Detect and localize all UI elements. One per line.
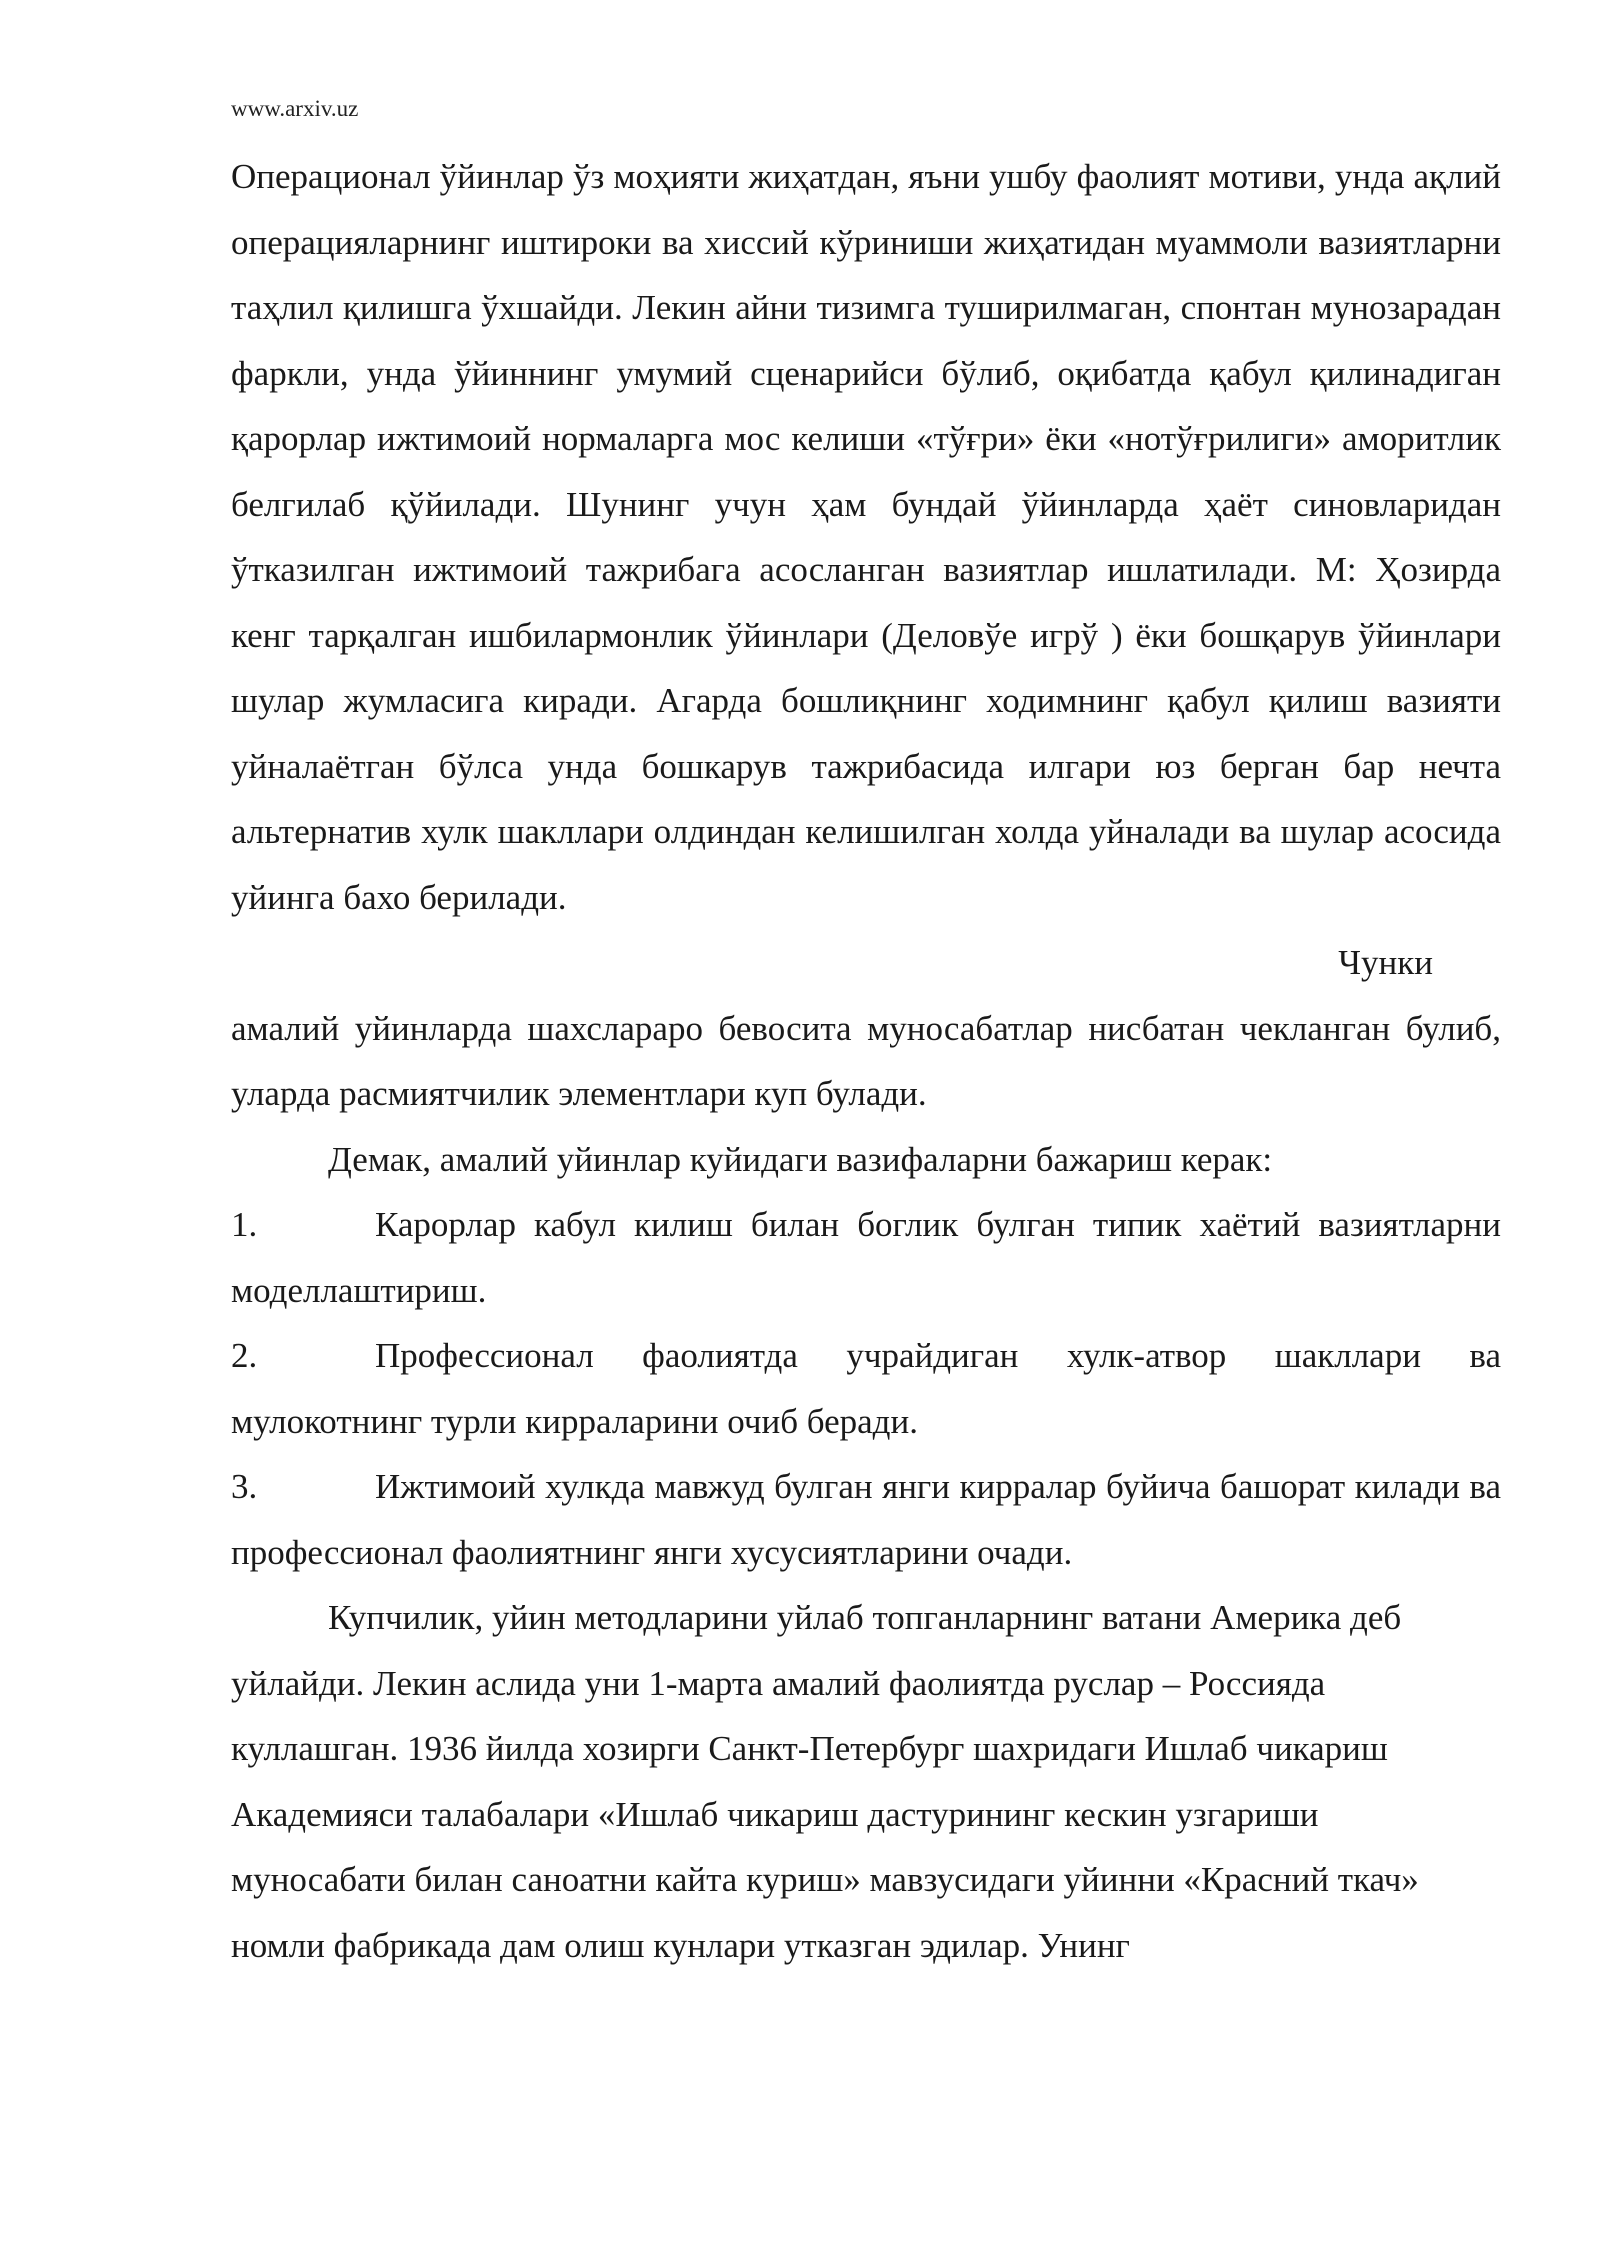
list-text: Ижтимоий хулкда мавжуд булган янги кирралар буйича башорат килади ва профессионал фаолиятнинг янги хусусиятларини очади. xyxy=(231,1467,1501,1572)
list-item xyxy=(231,1323,1501,1454)
paragraph-operational-games: Операционал ўйинлар ўз моҳияти жиҳатдан, яъни ушбу фаолият мотиви, унда ақлий операцияларнинг иштироки ва хиссий кўриниши жиҳатидан муаммоли вазиятларни таҳлил қилишга ўхшайди. Лекин айни тизимга туширилмаган, спонтан мунозарадан фаркли, унда ўйиннинг умумий сценарийси бўлиб, оқибатда қабул қилинадиган қарорлар ижтимоий нормаларга мос келиши «тўғри» ёки «нотўғрилиги» аморитлик белгилаб қўйилади. Шунинг учун ҳам бундай ўйинларда ҳаёт синовларидан ўтказилган ижтимоий тажрибага асосланган вазиятлар ишлатилади. М: Ҳозирда кенг тарқалган ишбилармонлик ўйинлари (Деловўе игрў ) ёки бошқарув ўйинлари шулар жумласига киради. Агарда бошлиқнинг ходимнинг қабул қилиш вазияти уйналаётган бўлса унда бошкарув тажрибасида илгари юз берган бар нечта альтернатив хулк шакллари олдиндан келишилган холда уйналади ва шулар асосида уйинга бахо берилади. xyxy=(231,157,1501,917)
list-item xyxy=(231,1192,1501,1323)
document-body xyxy=(231,144,1501,1978)
site-url: www.arxiv.uz xyxy=(231,96,359,121)
list-item xyxy=(231,1454,1501,1585)
paragraph-history: Купчилик, уйин методларини уйлаб топганларнинг ватани Америка деб уйлайди. Лекин аслида уни 1-марта амалий фаолиятда руслар – Россияда куллашган. 1936 йилда хозирги Санкт-Петербург шахридаги Ишлаб чикариш Академияси талабалари «Ишлаб чикариш дастурининг кескин узгариши муносабати билан саноатни кайта куриш» мавзусидаги уйинни «Красний ткач» номли фабрикада дам олиш кунлари утказган эдилар. Унинг xyxy=(231,1598,1419,1965)
list-number: 2. xyxy=(231,1336,258,1375)
paragraph-tasks-intro: Демак, амалий уйинлар куйидаги вазифаларни бажариш керак: xyxy=(328,1139,1273,1179)
list-text: Профессионал фаолиятда учрайдиган хулк-атвор шакллари ва мулокотнинг турли кирраларини очиб беради. xyxy=(231,1336,1501,1441)
list-number: 1. xyxy=(231,1205,258,1244)
paragraph-fragment-right: Чунки xyxy=(1338,943,1433,982)
list-text: Карорлар кабул килиш билан боглик булган типик хаётий вазиятларни моделлаштириш. xyxy=(231,1205,1501,1310)
list-number: 3. xyxy=(231,1467,258,1506)
paragraph-practical-games: амалий уйинларда шахслараро бевосита муносабатлар нисбатан чекланган булиб, уларда расмиятчилик элементлари куп булади. xyxy=(231,1008,1501,1113)
task-list xyxy=(231,1192,1501,1585)
